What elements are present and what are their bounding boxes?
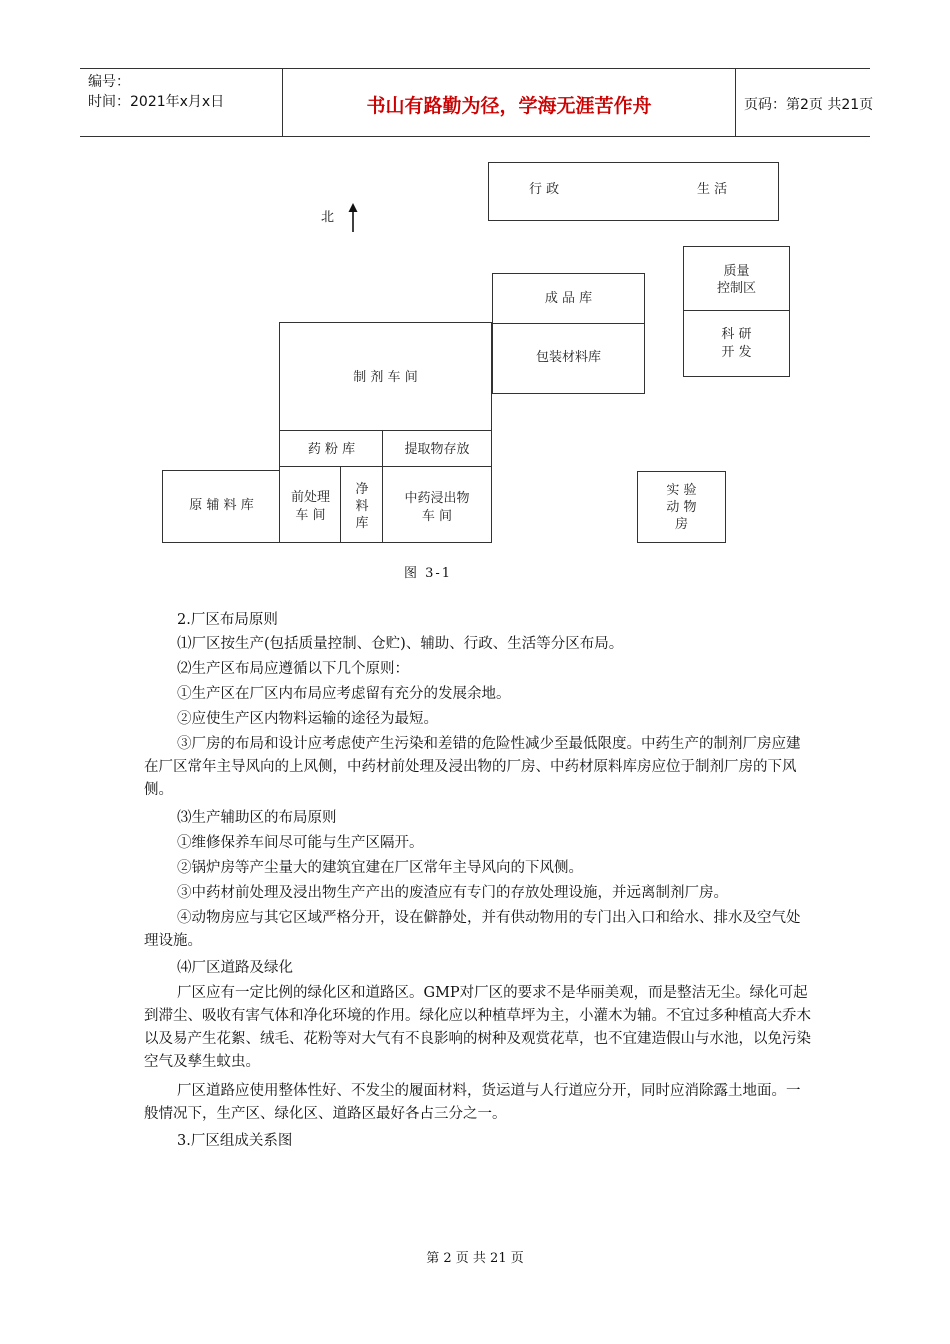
rd-block — [683, 310, 790, 377]
formulation-label: 制 剂 车 间 — [353, 370, 418, 385]
tcm-extract-label-line1: 中药浸出物 — [404, 491, 470, 506]
qc-block — [683, 246, 790, 312]
life-label: 生 活 — [697, 182, 728, 197]
header-motto-cell — [282, 69, 736, 136]
animal-lab-label-line2: 动 物 — [666, 500, 697, 515]
finished-goods-block — [492, 273, 645, 325]
north-label: 北 — [321, 210, 335, 225]
formulation-block — [279, 322, 492, 432]
powder-store-label: 药 粉 库 — [307, 442, 356, 457]
page-footer: 第 2 页 共 21 页 — [426, 1251, 524, 1266]
clean-store-label-line3: 库 — [355, 516, 369, 531]
paragraph-12: 厂区应有一定比例的绿化区和道路区。GMP对厂区的要求不是华丽美观，而是整洁无尘。绿化可起到滞尘、吸收有害气体和净化环境的作用。绿化应以种植草坪为主，小灌木为辅。不宜过多种植高大乔木以及易产生花絮、绒毛、花粉等对大气有不良影响的树种及观赏花草，也不宜建造假山与水池，以免污染空气及孳生蚊虫。 — [144, 985, 811, 1070]
packaging-label: 包装材料库 — [535, 350, 601, 365]
clean-store-label-line1: 净 — [355, 482, 369, 497]
extract-store-block — [382, 430, 492, 468]
paragraph-7: ①维修保养车间尽可能与生产区隔开。 — [177, 835, 424, 851]
figure-caption: 图 3-1 — [404, 566, 453, 581]
north-arrow-icon — [347, 203, 359, 233]
rd-label-line1: 科 研 — [721, 327, 752, 342]
preprocess-block — [279, 466, 342, 543]
number-label: 编号： — [88, 74, 130, 90]
raw-material-label: 原 辅 料 库 — [189, 498, 254, 513]
paragraph-5: ③厂房的布局和设计应考虑使产生污染和差错的危险性减少至最低限度。中药生产的制剂厂房应建在厂区常年主导风向的上风侧，中药材前处理及浸出物的厂房、中药材原料库房应位于制剂厂房的下风侧。 — [144, 736, 801, 798]
paragraph-11: ⑷厂区道路及绿化 — [177, 960, 293, 976]
admin-life-block — [488, 162, 779, 221]
powder-store-block — [279, 430, 384, 468]
qc-label-line2: 控制区 — [716, 281, 756, 296]
paragraph-8: ②锅炉房等产尘量大的建筑宜建在厂区常年主导风向的下风侧。 — [177, 860, 583, 876]
paragraph-10: ④动物房应与其它区域严格分开，设在僻静处，并有供动物用的专门出入口和给水、排水及空气处理设施。 — [144, 910, 801, 949]
clean-store-block — [340, 466, 384, 543]
raw-material-block — [162, 470, 281, 543]
animal-lab-label-line1: 实 验 — [666, 483, 697, 498]
preprocess-label-line2: 车 间 — [295, 508, 326, 523]
header-left-cell — [80, 69, 282, 136]
page-header — [80, 68, 874, 137]
tcm-extract-label-line2: 车 间 — [421, 509, 453, 524]
animal-lab-block — [637, 471, 726, 543]
admin-label: 行 政 — [529, 182, 560, 197]
paragraph-4: ②应使生产区内物料运输的途径为最短。 — [177, 711, 438, 727]
paragraph-13: 厂区道路应使用整体性好、不发尘的履面材料，货运道与人行道应分开，同时应消除露土地面。一般情况下，生产区、绿化区、道路区最好各占三分之一。 — [144, 1083, 801, 1122]
paragraph-3: ①生产区在厂区内布局应考虑留有充分的发展余地。 — [177, 686, 511, 702]
preprocess-label-line1: 前处理 — [290, 490, 330, 505]
qc-label-line1: 质量 — [723, 264, 750, 279]
extract-store-label: 提取物存放 — [404, 442, 470, 457]
paragraph-6: ⑶生产辅助区的布局原则 — [177, 810, 337, 826]
section-heading-3: 3.厂区组成关系图 — [177, 1133, 293, 1149]
header-page-cell — [734, 69, 874, 136]
section-heading-2: 2.厂区布局原则 — [177, 612, 278, 628]
tcm-extract-block — [382, 466, 492, 543]
header-motto: 书山有路勤为径，学海无涯苦作舟 — [366, 95, 652, 117]
clean-store-label-line2: 料 — [355, 499, 369, 514]
finished-goods-label: 成 品 库 — [544, 291, 593, 306]
paragraph-9: ③中药材前处理及浸出物生产产出的废渣应有专门的存放处理设施，并远离制剂厂房。 — [177, 885, 728, 901]
paragraph-2: ⑵生产区布局应遵循以下几个原则： — [177, 661, 409, 677]
rd-label-line2: 开 发 — [721, 345, 752, 360]
animal-lab-label-line3: 房 — [674, 517, 688, 532]
date-label: 时间：2021年x月x日 — [88, 94, 225, 110]
page-number-label: 页码：第2页 共21页 — [744, 97, 874, 113]
packaging-block — [492, 323, 645, 394]
paragraph-1: ⑴厂区按生产(包括质量控制、仓贮)、辅助、行政、生活等分区布局。 — [177, 636, 624, 652]
